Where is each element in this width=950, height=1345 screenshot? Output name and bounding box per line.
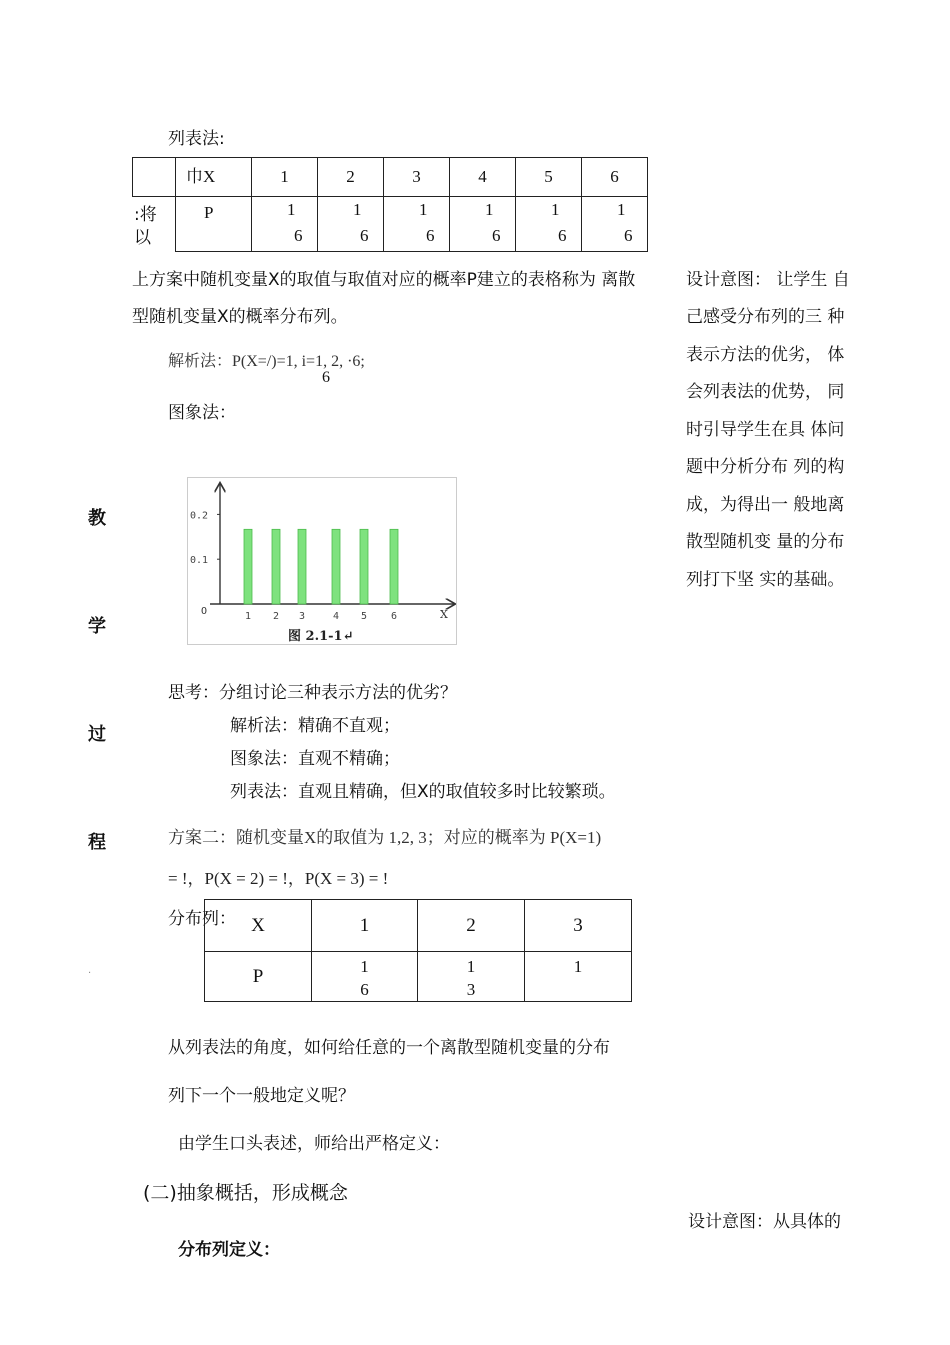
table1-side-cell [133,197,176,252]
probability-figure [187,477,457,645]
bar [298,529,306,604]
table2-head: X [205,900,312,952]
frac-num: 1 [551,200,560,219]
bar-chart [188,478,456,644]
table1-x-cell: 2 [318,158,384,197]
table1-p-cell [252,197,318,252]
x-tick-label: 1 [245,611,252,622]
frac-num: 1 [617,200,626,219]
table1-x-cell: 4 [450,158,516,197]
frac-num: 1 [360,957,369,976]
paragraph-line: 型随机变量X的概率分布列。 [132,307,348,327]
x-tick-label: 3 [299,611,306,622]
question-line: 列下一个一般地定义呢？ [168,1086,355,1106]
think-title: 思考：分组讨论三种表示方法的优劣？ [168,683,457,703]
plan2-line: = !，P(X = 2) = !，P(X = 3) = ! [168,869,389,888]
frac-num: 1 [287,200,296,219]
bar [390,529,398,604]
table2-x-cell: 2 [418,900,525,952]
frac-den: 6 [294,226,303,245]
x-tick-label: 4 [333,611,340,622]
design-note-line: 成，为得出一 般地离 [686,495,845,515]
table1-head: 巾X [176,158,252,197]
frac-den: 6 [492,226,501,245]
side-title-char: 程 [88,832,106,853]
design-note-line: 列打下坚 实的基础。 [686,570,845,590]
frac-num: 1 [353,200,362,219]
frac-num: 1 [485,200,494,219]
frac-num: 1 [466,957,476,976]
side-title-char: 学 [88,616,106,637]
frac-den: 6 [624,226,633,245]
frac-num: 1 [573,957,583,976]
figure-caption: 图 2.1-1↵ [288,629,354,644]
side-title-char: 教 [88,508,106,529]
table2-p-cell [418,952,525,1002]
design-note-line: 题中分析分布 列的构 [686,457,845,477]
think-item: 解析法：精确不直观； [230,716,400,736]
plan2-line: 方案二：随机变量X的取值为 1,2, 3；对应的概率为 P(X=1) [168,828,602,847]
frac-den: 6 [558,226,567,245]
table1-p-label: P [176,197,252,252]
origin-label: O [201,606,208,617]
table2-label: 分布列： [168,909,236,929]
section2-title: (二)抽象概括，形成概念 [143,1182,348,1204]
design-note-line: 设计意图： 让学生 自 [686,270,850,290]
question-line: 从列表法的角度，如何给任意的一个离散型随机变量的分布 [168,1038,610,1058]
table2-p-cell [525,952,632,1002]
distribution-table-1 [132,157,648,252]
table1-p-cell [450,197,516,252]
y-tick-label: 0.1 [190,555,209,567]
student-line: 由学生口头表述，师给出严格定义： [178,1134,450,1154]
side-title-char: 过 [88,724,106,745]
table1-side-label: :将 以 [134,205,157,248]
frac-den: 6 [426,226,435,245]
table1-p-cell [582,197,648,252]
table2-x-cell: 3 [525,900,632,952]
think-item: 图象法：直观不精确； [230,749,400,769]
table2-x-cell: 1 [312,900,418,952]
table1-p-cell [384,197,450,252]
bar [244,529,252,604]
bar [332,529,340,604]
table1-corner [133,158,176,197]
table1-x-cell: 5 [516,158,582,197]
y-tick-label: 0.2 [190,510,209,522]
distribution-table-2 [204,899,632,1002]
x-tick-label: 2 [273,611,280,622]
design-note-line: 己感受分布列的三 种 [686,307,845,327]
frac-num: 1 [419,200,428,219]
bar [360,529,368,604]
table2-p-cell [312,952,418,1002]
table1-x-cell: 1 [252,158,318,197]
bar [272,529,280,604]
x-axis-label: X [440,608,448,621]
frac-den: 3 [466,980,476,999]
analytic-denominator: 6 [322,369,330,386]
table2-p-label: P [205,952,312,1002]
design-note-line: 会列表法的优势， 同 [686,382,845,402]
table1-x-cell: 6 [582,158,648,197]
frac-den: 6 [360,226,369,245]
x-tick-label: 5 [361,611,368,622]
think-item: 列表法：直观且精确，但X的取值较多时比较繁琐。 [230,782,616,802]
definition-title: 分布列定义： [178,1240,280,1260]
design-note-line: 表示方法的优劣， 体 [686,345,845,365]
graph-method-label: 图象法： [168,403,236,423]
side-dot: . [88,965,92,976]
design-note-line: 散型随机变 量的分布 [686,532,845,552]
section-label: 列表法: [168,129,225,149]
paragraph-line: 上方案中随机变量X的取值与取值对应的概率P建立的表格称为 离散 [132,270,636,290]
x-tick-label: 6 [391,611,398,622]
table1-p-cell [318,197,384,252]
design-note-line: 时引导学生在具 体问 [686,420,845,440]
table1-p-cell [516,197,582,252]
design-note-2: 设计意图：从具体的 [688,1212,841,1232]
table1-x-cell: 3 [384,158,450,197]
frac-den: 6 [360,980,369,999]
analytic-formula: 解析法：P(X=/)=1, i=1, 2, ·6; [168,353,365,370]
